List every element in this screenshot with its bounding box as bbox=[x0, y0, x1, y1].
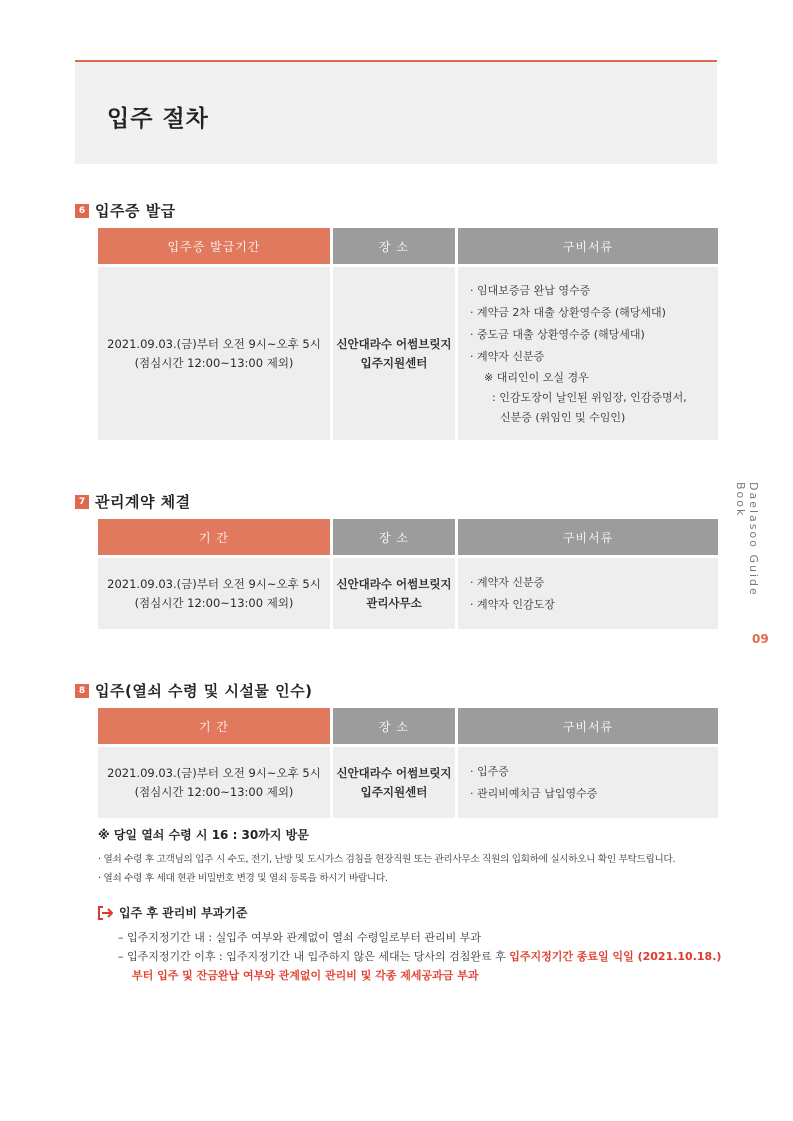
section-6-table bbox=[98, 228, 718, 440]
list-item: 신분증 (위임인 및 수임인) bbox=[500, 410, 626, 424]
section-8-number-badge: 8 bbox=[75, 684, 89, 698]
list-item: · 중도금 대출 상환영수증 (해당세대) bbox=[470, 327, 645, 341]
documents-cell bbox=[458, 558, 718, 629]
fee-line-after-period bbox=[118, 947, 721, 966]
documents-cell bbox=[458, 267, 718, 440]
table-row bbox=[98, 558, 718, 629]
fee-line-within-period: – 입주지정기간 내 : 실입주 여부와 관계없이 열쇠 수령일로부터 관리비 부과 bbox=[118, 931, 481, 944]
arrow-enter-icon bbox=[97, 905, 115, 921]
period-line: 2021.09.03.(금)부터 오전 9시~오후 5시 bbox=[107, 576, 321, 591]
header-period: 입주증 발급기간 bbox=[98, 228, 330, 264]
period-line: 2021.09.03.(금)부터 오전 9시~오후 5시 bbox=[107, 336, 321, 351]
section-7-heading bbox=[75, 491, 191, 512]
table-header-row bbox=[98, 519, 718, 555]
page-title: 입주 절차 bbox=[107, 106, 209, 132]
lunch-exclusion: (점심시간 12:00~13:00 제외) bbox=[134, 595, 294, 610]
section-7-title: 관리계약 체결 bbox=[95, 493, 191, 511]
list-item: · 열쇠 수령 후 고객님의 입주 시 수도, 전기, 난방 및 도시가스 검침을 현장직원 또는 관리사무소 직원의 입회하에 실시하오니 확인 부탁드립니다. bbox=[98, 854, 676, 865]
place-name: 신안대라수 어썸브릿지 bbox=[336, 336, 452, 351]
header-period: 기 간 bbox=[98, 708, 330, 744]
place-name: 신안대라수 어썸브릿지 bbox=[336, 765, 452, 780]
period-line: 2021.09.03.(금)부터 오전 9시~오후 5시 bbox=[107, 765, 321, 780]
section-6-title: 입주증 발급 bbox=[95, 202, 176, 220]
section-6-heading bbox=[75, 200, 176, 221]
header-documents: 구비서류 bbox=[458, 708, 718, 744]
list-item: · 계약자 인감도장 bbox=[470, 597, 555, 611]
fee-line-after-continuation: 부터 입주 및 잔금완납 여부와 관계없이 관리비 및 각종 제세공과금 부과 bbox=[132, 969, 479, 982]
notice-bullets bbox=[98, 850, 675, 888]
header-period: 기 간 bbox=[98, 519, 330, 555]
table-row bbox=[98, 267, 718, 440]
table-header-row bbox=[98, 228, 718, 264]
list-item: · 열쇠 수령 후 세대 현관 비밀번호 변경 및 열쇠 등록을 하시기 바랍니다. bbox=[98, 873, 388, 884]
list-item: · 계약자 신분증 bbox=[470, 349, 545, 363]
place-cell bbox=[333, 747, 455, 818]
table-header-row bbox=[98, 708, 718, 744]
list-item: · 계약금 2차 대출 상환영수증 (해당세대) bbox=[470, 305, 666, 319]
header-place: 장 소 bbox=[333, 519, 455, 555]
place-cell bbox=[333, 558, 455, 629]
place-cell bbox=[333, 267, 455, 440]
period-cell bbox=[98, 747, 330, 818]
page-number: 09 bbox=[752, 632, 769, 646]
section-8-title: 입주(열쇠 수령 및 시설물 인수) bbox=[95, 682, 313, 700]
section-8-table bbox=[98, 708, 718, 818]
section-6-number-badge: 6 bbox=[75, 204, 89, 218]
header-place: 장 소 bbox=[333, 708, 455, 744]
documents-cell bbox=[458, 747, 718, 818]
title-box bbox=[75, 62, 717, 164]
header-documents: 구비서류 bbox=[458, 228, 718, 264]
header-place: 장 소 bbox=[333, 228, 455, 264]
list-item: · 임대보증금 완납 영수증 bbox=[470, 283, 591, 297]
list-item: · 입주증 bbox=[470, 764, 509, 778]
list-item: ※ 대리인이 오실 경우 bbox=[484, 370, 589, 384]
fee-line-after-prefix: – 입주지정기간 이후 : 입주지정기간 내 입주하지 않은 세대는 당사의 검침완료 후 bbox=[118, 950, 510, 963]
key-pickup-notice: ※ 당일 열쇠 수령 시 16 : 30까지 방문 bbox=[98, 828, 309, 842]
lunch-exclusion: (점심시간 12:00~13:00 제외) bbox=[134, 355, 294, 370]
lunch-exclusion: (점심시간 12:00~13:00 제외) bbox=[134, 784, 294, 799]
list-item: · 계약자 신분증 bbox=[470, 575, 545, 589]
place-office: 입주지원센터 bbox=[360, 355, 428, 370]
section-8-heading bbox=[75, 680, 312, 701]
period-cell bbox=[98, 558, 330, 629]
table-row bbox=[98, 747, 718, 818]
side-guide-book-label: Daelasoo Guide Book bbox=[734, 482, 760, 597]
fee-details bbox=[118, 928, 721, 985]
period-cell bbox=[98, 267, 330, 440]
list-item: · 관리비예치금 납입영수증 bbox=[470, 786, 598, 800]
fee-heading bbox=[97, 904, 247, 921]
fee-title: 입주 후 관리비 부과기준 bbox=[119, 906, 248, 920]
list-item: : 인감도장이 날인된 위임장, 인감증명서, bbox=[492, 390, 687, 404]
fee-line-after-highlight: 입주지정기간 종료일 익일 (2021.10.18.) bbox=[509, 950, 722, 963]
place-name: 신안대라수 어썸브릿지 bbox=[336, 576, 452, 591]
place-office: 관리사무소 bbox=[366, 595, 422, 610]
section-7-table bbox=[98, 519, 718, 629]
section-7-number-badge: 7 bbox=[75, 495, 89, 509]
header-documents: 구비서류 bbox=[458, 519, 718, 555]
place-office: 입주지원센터 bbox=[360, 784, 428, 799]
